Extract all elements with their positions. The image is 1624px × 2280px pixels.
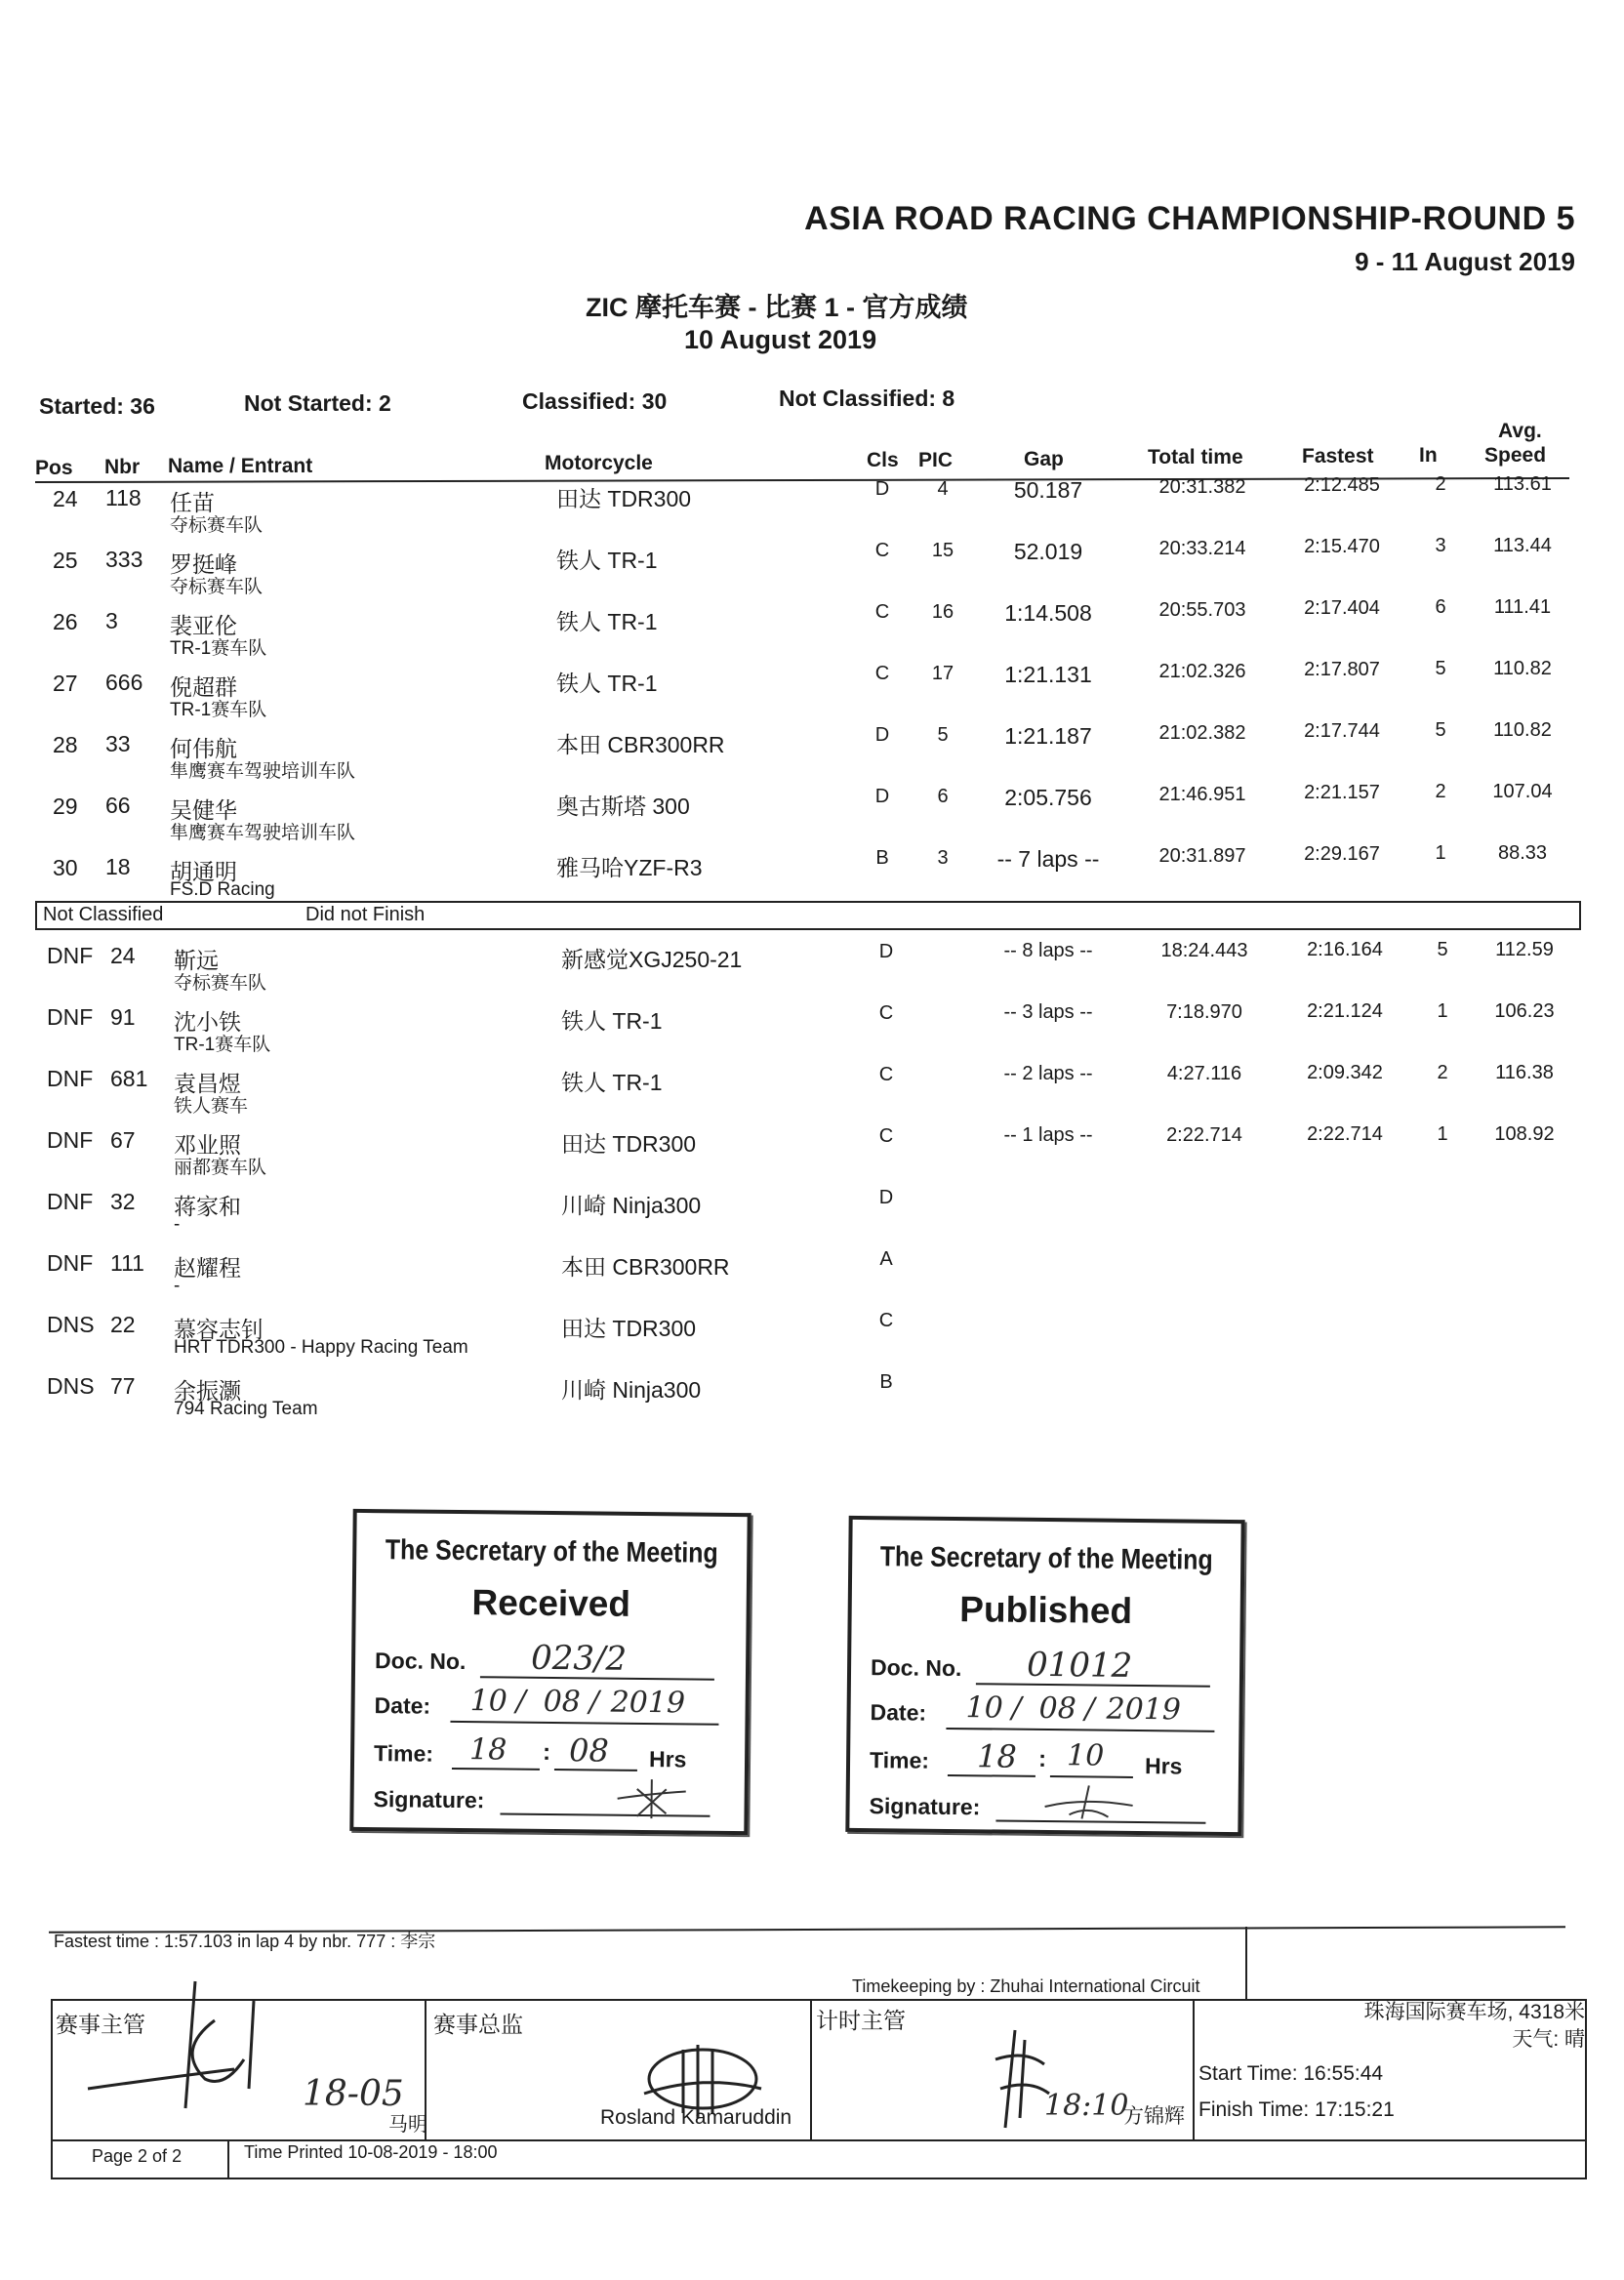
row-name: 蒋家和 (174, 1193, 241, 1219)
row-cls: D (874, 478, 890, 501)
time-hour: 18 (976, 1737, 1018, 1775)
event-dates: 9 - 11 August 2019 (1355, 247, 1575, 276)
row-speed: 106.23 (1494, 1000, 1555, 1023)
date-day: 10 (965, 1690, 1004, 1726)
chief-name: 马明 (388, 2114, 427, 2136)
row-motorcycle: 田达 TDR300 (561, 1315, 697, 1341)
date-line (450, 1721, 718, 1726)
row-pos: DNF (47, 942, 94, 968)
row-entrant: TR-1赛车队 (174, 1034, 271, 1055)
weather: 天气: 晴 (1512, 2028, 1585, 2051)
date-sep: / (1011, 1690, 1022, 1726)
col-pos: Pos (35, 457, 73, 479)
date-label: Date: (374, 1692, 431, 1719)
row-pos: DNF (47, 1188, 94, 1214)
time-hour-line (452, 1768, 540, 1771)
doc-no-label: Doc. No. (870, 1654, 962, 1682)
row-pos: 28 (53, 731, 78, 757)
row-entrant: 794 Racing Team (174, 1398, 318, 1419)
stamp-received (349, 1509, 751, 1835)
col-pic: PIC (918, 449, 954, 471)
row-gap: 1:21.187 (1004, 722, 1092, 749)
col-nbr: Nbr (104, 456, 141, 478)
row-motorcycle: 川崎 Ninja300 (561, 1376, 702, 1403)
row-pos: DNF (47, 1003, 94, 1030)
footer-divider (1245, 1927, 1247, 2000)
row-motorcycle: 田达 TDR300 (561, 1130, 697, 1157)
row-entrant: TR-1赛车队 (170, 699, 267, 720)
row-in: 2 (1437, 1062, 1448, 1084)
time-hour: 18 (468, 1732, 508, 1768)
stamp-title: The Secretary of the Meeting (879, 1541, 1213, 1576)
chief-signature (78, 1962, 312, 2118)
col-avg: Avg. (1498, 420, 1542, 442)
row-cls: B (875, 847, 889, 870)
row-motorcycle: 铁人 TR-1 (556, 671, 658, 697)
row-cls: A (879, 1247, 893, 1270)
timing-label: 计时主管 (816, 2008, 906, 2033)
timing-name: 方锦辉 (1123, 2105, 1185, 2128)
row-gap: 2:05.756 (1004, 784, 1092, 810)
row-name: 邓业照 (174, 1131, 241, 1158)
row-total: 20:31.382 (1158, 475, 1246, 498)
date-day: 10 (469, 1684, 508, 1719)
row-cls: C (878, 1063, 894, 1085)
footer-box-bottom (51, 2139, 1585, 2141)
row-cls: D (874, 786, 890, 808)
row-total: 21:02.382 (1158, 721, 1246, 744)
row-name: 袁昌煜 (174, 1070, 241, 1096)
row-pos: 30 (53, 854, 78, 880)
row-fastest: 2:12.485 (1304, 474, 1380, 497)
row-nbr: 67 (110, 1126, 136, 1153)
footer-divider (227, 2139, 229, 2178)
row-pos: DNS (47, 1372, 95, 1399)
row-cls: D (874, 724, 890, 747)
date-sep: / (589, 1685, 599, 1720)
date-line (946, 1728, 1214, 1732)
row-speed: 107.04 (1492, 780, 1553, 802)
row-total: 4:27.116 (1166, 1062, 1242, 1084)
row-pic: 6 (937, 785, 949, 807)
hrs-label: Hrs (1144, 1753, 1183, 1779)
row-entrant: 隼鹰赛车驾驶培训车队 (170, 760, 356, 782)
row-motorcycle: 新感觉XGJ250-21 (561, 946, 743, 972)
row-gap: 1:21.131 (1004, 661, 1092, 687)
row-gap: -- 3 laps -- (1003, 1001, 1093, 1024)
row-fastest: 2:17.744 (1304, 720, 1380, 743)
row-cls: D (878, 940, 894, 962)
row-in: 1 (1437, 1000, 1448, 1023)
row-pic: 5 (937, 723, 949, 746)
row-in: 2 (1435, 473, 1446, 496)
row-in: 5 (1437, 939, 1448, 961)
stamp-published (845, 1516, 1244, 1836)
row-in: 6 (1435, 596, 1446, 619)
row-motorcycle: 本田 CBR300RR (561, 1253, 730, 1280)
chief-label: 赛事主管 (56, 2012, 145, 2037)
col-gap: Gap (1024, 448, 1064, 470)
stat-started: Started: 36 (39, 393, 155, 419)
document-title: ASIA ROAD RACING CHAMPIONSHIP-ROUND 5 (804, 200, 1575, 237)
row-fastest: 2:22.714 (1307, 1123, 1383, 1146)
doc-no-value: 01012 (1026, 1645, 1133, 1686)
row-nbr: 33 (105, 731, 131, 757)
row-name: 沈小铁 (174, 1008, 241, 1035)
row-name: 赵耀程 (174, 1254, 241, 1281)
not-classified-label: Not Classified (43, 904, 164, 925)
date-sep: / (515, 1684, 526, 1719)
row-speed: 88.33 (1497, 841, 1548, 864)
stat-classified: Classified: 30 (522, 388, 668, 414)
row-total: 20:31.897 (1158, 844, 1246, 867)
row-in: 5 (1435, 658, 1446, 680)
row-entrant: 隼鹰赛车驾驶培训车队 (170, 822, 356, 843)
row-nbr: 111 (110, 1249, 144, 1276)
footer-divider (1193, 1999, 1195, 2140)
signature-label: Signature: (373, 1786, 485, 1813)
col-cls: Cls (867, 449, 899, 471)
row-cls: C (878, 1001, 894, 1024)
timekeeping: Timekeeping by : Zhuhai International Circuit (852, 1976, 1200, 1996)
row-pos: 26 (53, 608, 78, 634)
row-speed: 116.38 (1495, 1062, 1554, 1084)
fastest-time: Fastest time : 1:57.103 in lap 4 by nbr. 777 : 李宗 (54, 1932, 436, 1951)
date-year: 2019 (610, 1685, 686, 1721)
row-cls: B (879, 1370, 893, 1393)
date-year: 2019 (1106, 1691, 1182, 1728)
row-fastest: 2:21.157 (1304, 782, 1380, 804)
date-sep: / (1084, 1691, 1095, 1727)
row-nbr: 666 (105, 670, 143, 696)
date-month: 08 (543, 1684, 582, 1720)
row-nbr: 77 (110, 1372, 136, 1399)
row-pic: 4 (937, 477, 949, 500)
row-nbr: 681 (110, 1065, 148, 1091)
row-pos: DNF (47, 1065, 94, 1091)
row-cls: C (878, 1124, 894, 1147)
row-entrant: 夺标赛车队 (170, 576, 264, 597)
time-colon: : (1037, 1745, 1047, 1773)
row-cls: C (874, 540, 890, 562)
col-name: Name / Entrant (168, 455, 313, 477)
row-nbr: 18 (105, 854, 131, 880)
row-cls: C (874, 663, 890, 685)
row-in: 2 (1435, 781, 1446, 803)
row-entrant: 夺标赛车队 (170, 514, 264, 536)
not-classified-bar (35, 901, 1581, 930)
row-total: 20:55.703 (1158, 598, 1246, 621)
row-entrant: 夺标赛车队 (174, 972, 267, 994)
col-motorcycle: Motorcycle (545, 452, 653, 474)
doc-no-label: Doc. No. (374, 1648, 467, 1675)
doc-no-value: 023/2 (530, 1638, 628, 1679)
race-subtitle: ZIC 摩托车赛 - 比赛 1 - 官方成绩 (586, 293, 968, 322)
row-entrant: 丽都赛车队 (174, 1157, 267, 1178)
stat-not-started: Not Started: 2 (244, 390, 391, 416)
row-motorcycle: 铁人 TR-1 (556, 609, 658, 635)
start-time: Start Time: 16:55:44 (1198, 2062, 1384, 2085)
row-pos: 25 (53, 547, 78, 573)
row-pic: 16 (931, 600, 954, 623)
row-total: 20:33.214 (1158, 537, 1246, 559)
row-entrant: - (174, 1275, 181, 1296)
row-in: 5 (1435, 719, 1446, 742)
row-name: 吴健华 (170, 796, 237, 823)
row-motorcycle: 铁人 TR-1 (561, 1007, 663, 1034)
stat-not-classified: Not Classified: 8 (779, 386, 955, 411)
row-total: 21:46.951 (1158, 783, 1246, 805)
row-speed: 112.59 (1495, 939, 1554, 961)
date-month: 08 (1038, 1690, 1077, 1727)
row-pos: 29 (53, 793, 78, 819)
time-colon: : (542, 1738, 551, 1767)
row-name: 余振灏 (174, 1377, 241, 1404)
row-name: 倪超群 (170, 673, 237, 700)
row-nbr: 32 (110, 1188, 136, 1214)
row-pos: DNF (47, 1249, 94, 1276)
row-motorcycle: 川崎 Ninja300 (561, 1192, 702, 1218)
row-gap: -- 2 laps -- (1003, 1063, 1093, 1085)
timing-time: 18:10 (1044, 2089, 1129, 2123)
row-pic: 15 (931, 539, 954, 561)
row-nbr: 333 (105, 547, 143, 573)
col-fastest: Fastest (1302, 445, 1374, 468)
row-in: 1 (1435, 842, 1446, 865)
director-name: Rosland Kamaruddin (600, 2106, 792, 2129)
col-speed: Speed (1484, 444, 1547, 467)
row-pos: 27 (53, 670, 78, 696)
row-cls: C (874, 601, 890, 624)
row-name: 罗挺峰 (170, 550, 237, 577)
row-motorcycle: 本田 CBR300RR (556, 732, 725, 758)
row-fastest: 2:29.167 (1304, 843, 1380, 866)
row-total: 21:02.326 (1158, 660, 1246, 682)
row-fastest: 2:17.404 (1304, 597, 1380, 620)
col-total: Total time (1148, 446, 1243, 468)
time-label: Time: (373, 1740, 434, 1767)
row-nbr: 22 (110, 1311, 136, 1337)
row-nbr: 3 (105, 608, 118, 634)
stamp-status: Published (959, 1589, 1133, 1631)
row-fastest: 2:17.807 (1304, 659, 1380, 681)
signature-mark (1035, 1777, 1143, 1827)
row-nbr: 91 (110, 1003, 136, 1030)
row-cls: D (878, 1186, 894, 1208)
not-classified-reason: Did not Finish (305, 904, 426, 925)
row-pic: 3 (937, 846, 949, 869)
row-gap: 1:14.508 (1004, 599, 1092, 626)
row-total: 7:18.970 (1166, 1000, 1242, 1023)
row-pos: 24 (53, 485, 78, 511)
stamp-title: The Secretary of the Meeting (385, 1534, 718, 1569)
row-motorcycle: 奥古斯塔 300 (556, 794, 690, 820)
row-total: 2:22.714 (1166, 1123, 1242, 1146)
row-pos: DNS (47, 1311, 95, 1337)
time-min: 08 (568, 1731, 610, 1770)
col-in: In (1419, 444, 1438, 467)
row-in: 3 (1435, 535, 1446, 557)
time-min: 10 (1066, 1738, 1105, 1773)
hrs-label: Hrs (648, 1746, 687, 1772)
row-gap: 50.187 (1013, 476, 1083, 503)
row-name: 何伟航 (170, 735, 237, 761)
row-in: 1 (1437, 1123, 1448, 1146)
row-fastest: 2:16.164 (1307, 939, 1383, 961)
row-total: 18:24.443 (1160, 939, 1248, 961)
row-pic: 17 (931, 662, 954, 684)
row-fastest: 2:21.124 (1307, 1000, 1383, 1023)
row-speed: 108.92 (1494, 1123, 1555, 1146)
row-name: 靳远 (174, 947, 219, 973)
row-speed: 110.82 (1493, 657, 1552, 679)
row-nbr: 24 (110, 942, 136, 968)
row-speed: 110.82 (1493, 718, 1552, 741)
row-entrant: - (174, 1213, 181, 1235)
row-name: 胡通明 (170, 858, 237, 884)
row-fastest: 2:15.470 (1304, 536, 1380, 558)
row-motorcycle: 铁人 TR-1 (556, 548, 658, 574)
row-entrant: FS.D Racing (170, 878, 275, 900)
signature-mark (607, 1770, 696, 1829)
date-label: Date: (870, 1699, 927, 1726)
page-number: Page 2 of 2 (92, 2146, 183, 2166)
time-printed: Time Printed 10-08-2019 - 18:00 (244, 2142, 498, 2162)
race-date: 10 August 2019 (684, 325, 877, 354)
director-label: 赛事总监 (433, 2012, 523, 2037)
signature-label: Signature: (869, 1793, 981, 1820)
finish-time: Finish Time: 17:15:21 (1198, 2098, 1395, 2121)
row-gap: -- 8 laps -- (1003, 940, 1093, 962)
row-entrant: HRT TDR300 - Happy Racing Team (174, 1336, 468, 1358)
row-fastest: 2:09.342 (1307, 1062, 1383, 1084)
time-label: Time: (869, 1747, 930, 1773)
circuit-info: 珠海国际赛车场, 4318米 (1363, 2001, 1585, 2023)
row-speed: 113.44 (1493, 534, 1552, 556)
chief-time: 18-05 (303, 2074, 404, 2114)
row-pos: DNF (47, 1126, 94, 1153)
row-cls: C (878, 1309, 894, 1331)
row-nbr: 66 (105, 793, 131, 819)
row-gap: -- 1 laps -- (1003, 1124, 1093, 1147)
row-motorcycle: 雅马哈YZF-R3 (556, 855, 703, 881)
row-nbr: 118 (105, 485, 142, 511)
row-motorcycle: 铁人 TR-1 (561, 1069, 663, 1095)
row-entrant: 铁人赛车 (174, 1095, 249, 1117)
row-name: 任苗 (170, 489, 215, 515)
row-gap: 52.019 (1013, 538, 1083, 564)
row-name: 裴亚伦 (170, 612, 237, 638)
row-speed: 113.61 (1493, 472, 1552, 495)
row-gap: -- 7 laps -- (996, 845, 1100, 872)
stamp-status: Received (471, 1582, 631, 1624)
row-speed: 111.41 (1493, 595, 1552, 618)
row-motorcycle: 田达 TDR300 (556, 486, 692, 512)
row-name: 慕容志钊 (174, 1316, 264, 1342)
footer-divider (810, 1999, 812, 2140)
row-entrant: TR-1赛车队 (170, 637, 267, 659)
